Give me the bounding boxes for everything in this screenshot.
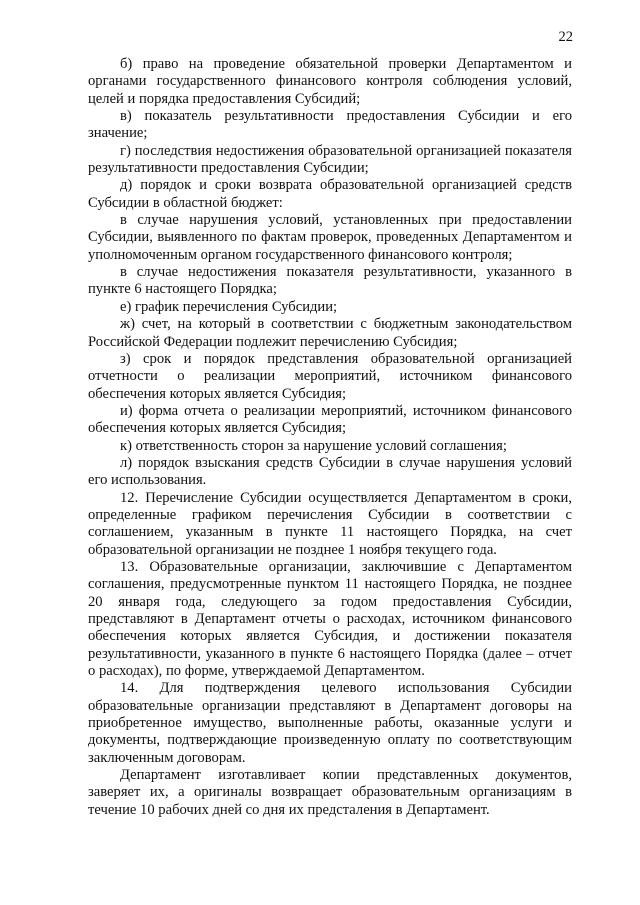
paragraph-d-case-indicator: в случае недостижения показателя результативности, указанного в пункте 6 настоящего Порядка; — [88, 264, 572, 298]
paragraph-12: 12. Перечисление Субсидии осуществляется Департаментом в сроки, определенные графиком перечисления Субсидии в соответствии с соглашением, указанным в пункте 11 настоящего Порядка, на счет образовательной организации не позднее 1 ноября текущего года. — [88, 489, 572, 558]
paragraph-k: к) ответственность сторон за нарушение условий соглашения; — [120, 437, 507, 454]
paragraph-v: в) показатель результативности предоставления Субсидии и его значение; — [88, 108, 572, 142]
paragraph-d-case-violation: в случае нарушения условий, установленных при предоставлении Субсидии, выявленного по фактам проверок, проведенных Департаментом и уполномоченным органом государственного финансового контроля; — [88, 212, 572, 263]
paragraph-d: д) порядок и сроки возврата образовательной организацией средств Субсидии в областной бюджет: — [88, 177, 572, 211]
paragraph-13: 13. Образовательные организации, заключившие с Департаментом соглашения, предусмотренные пунктом 11 настоящего Порядка, не позднее 20 января года, следующего за годом предоставления Субсидии, представляют в Департамент отчеты о расходах, источником финансового обеспечения которых является Субсидия, и достижении показателя результативности, указанного в пункте 6 настоящего Порядка (далее – отчет о расходах), по форме, утверждаемой Департаментом. — [88, 558, 572, 680]
paragraph-l: л) порядок взыскания средств Субсидии в случае нарушения условий его использования. — [88, 454, 572, 489]
paragraph-zh: ж) счет, на который в соответствии с бюджетным законодательством Российской Федерации подлежит перечислению Субсидия; — [88, 316, 572, 350]
document-body — [88, 56, 572, 819]
paragraph-b: б) право на проведение обязательной проверки Департаментом и органами государственного финансового контроля соблюдения условий, целей и порядка предоставления Субсидий; — [88, 56, 572, 107]
paragraph-department-copies: Департамент изготавливает копии представленных документов, заверяет их, а оригиналы возвращает образовательным организациям в течение 10 рабочих дней со дня их предсталения в Департамент. — [88, 767, 572, 818]
page-number: 22 — [558, 29, 573, 45]
paragraph-g: г) последствия недостижения образовательной организацией показателя результативности предоставления Субсидии; — [88, 142, 572, 177]
paragraph-z: з) срок и порядок представления образовательной организацией отчетности о реализации мероприятий, источником финансового обеспечения которых является Субсидия; — [88, 350, 572, 402]
paragraph-i: и) форма отчета о реализации мероприятий, источником финансового обеспечения которых является Субсидия; — [88, 402, 572, 437]
paragraph-14: 14. Для подтверждения целевого использования Субсидии образовательные организации представляют в Департамент договоры на приобретенное имущество, выполненные работы, оказанные услуги и документы, подтверждающие произведенную оплату по соответствующим заключенным договорам. — [88, 680, 572, 766]
paragraph-e: е) график перечисления Субсидии; — [120, 298, 338, 315]
